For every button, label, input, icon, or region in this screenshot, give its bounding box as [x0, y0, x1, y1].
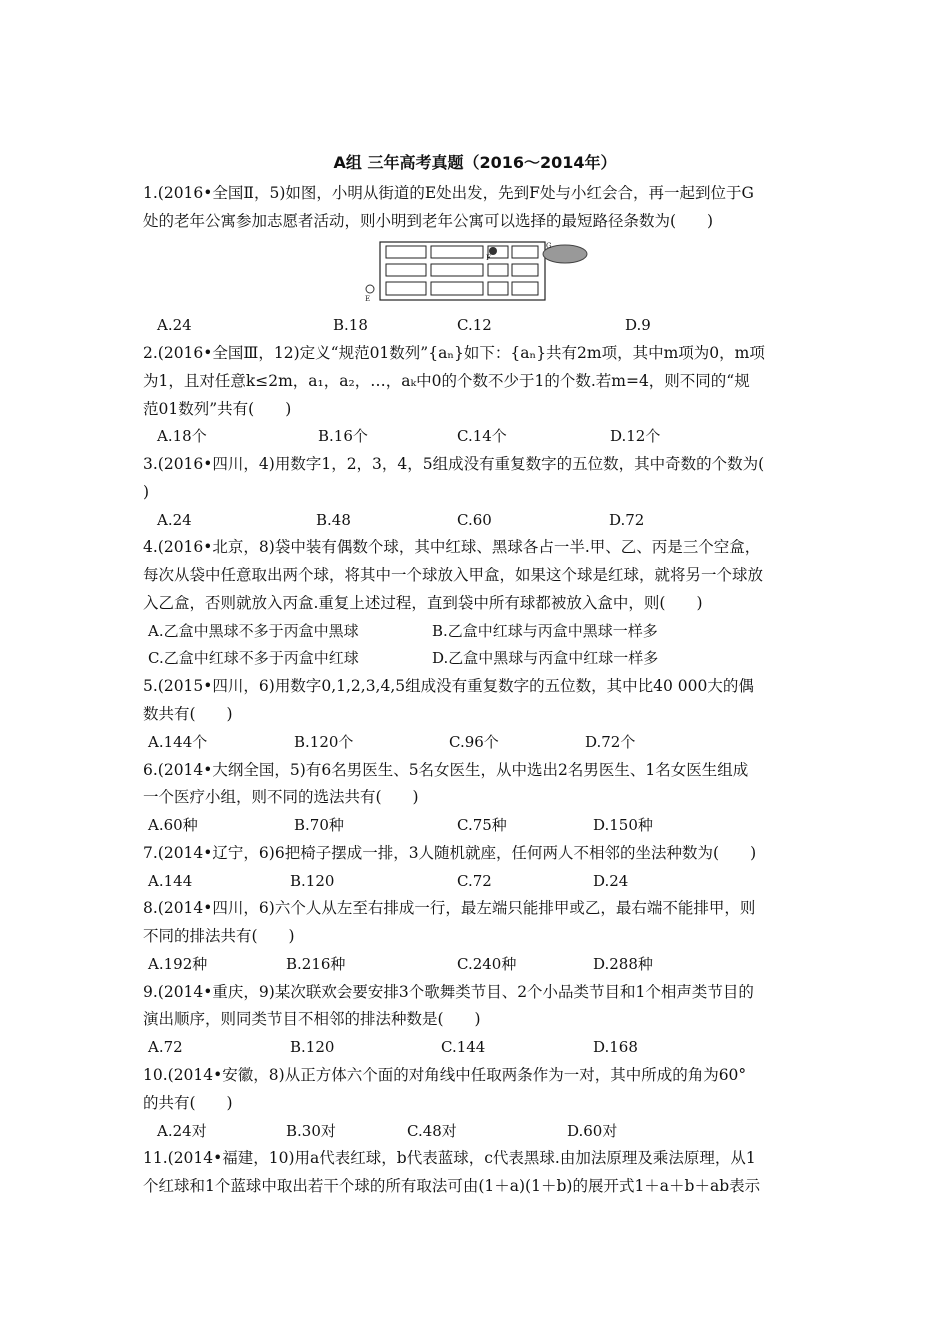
- label-e: E: [365, 295, 371, 302]
- q1-option-c: C.12: [457, 316, 492, 334]
- q4-option-c: C.乙盒中红球不多于丙盒中红球: [148, 649, 359, 667]
- q4-line-2: 每次从袋中任意取出两个球，将其中一个球放入甲盒，如果这个球是红球，就将另一个球放: [143, 566, 764, 584]
- q10-option-c: C.48对: [407, 1122, 457, 1140]
- q6-option-a: A.60种: [148, 816, 198, 834]
- q3-option-c: C.60: [457, 511, 492, 529]
- q10-option-d: D.60对: [567, 1122, 618, 1140]
- q4-line-1: 4.(2016•北京，8)袋中装有偶数个球，其中红球、黑球各占一半.甲、乙、丙是三个空盒，: [143, 538, 761, 556]
- q2-line-2: 为1，且对任意k≤2m，a₁，a₂，…，aₖ中0的个数不少于1的个数.若m=4，则不同的“规: [143, 372, 750, 390]
- q8-option-c: C.240种: [457, 955, 517, 973]
- q6-line-1: 6.(2014•大纲全国，5)有6名男医生、5名女医生，从中选出2名男医生、1名女医生组成: [143, 761, 749, 779]
- q9-option-d: D.168: [593, 1038, 638, 1056]
- q1-line-2: 处的老年公寓参加志愿者活动，则小明到老年公寓可以选择的最短路径条数为( ): [143, 212, 714, 230]
- q1-option-d: D.9: [625, 316, 651, 334]
- q8-option-d: D.288种: [593, 955, 653, 973]
- q1-option-a: A.24: [157, 316, 192, 334]
- person-e-icon: [366, 285, 374, 293]
- q10-line-2: 的共有( ): [143, 1094, 233, 1112]
- q5-option-b: B.120个: [294, 733, 354, 751]
- q11-line-1: 11.(2014•福建，10)用a代表红球，b代表蓝球，c代表黑球.由加法原理及乘法原理，从1: [143, 1149, 756, 1167]
- q4-line-3: 入乙盒，否则就放入丙盒.重复上述过程，直到袋中所有球都被放入盒中，则( ): [143, 594, 703, 612]
- q2-option-a: A.18个: [157, 427, 207, 445]
- label-f: F: [486, 254, 491, 262]
- q9-line-2: 演出顺序，则同类节目不相邻的排法种数是( ): [143, 1010, 481, 1028]
- q8-line-2: 不同的排法共有( ): [143, 927, 295, 945]
- q7-option-a: A.144: [148, 872, 193, 890]
- q8-option-a: A.192种: [148, 955, 208, 973]
- q6-line-2: 一个医疗小组，则不同的选法共有( ): [143, 788, 419, 806]
- q5-option-a: A.144个: [148, 733, 208, 751]
- q7-line-1: 7.(2014•辽宁，6)6把椅子摆成一排，3人随机就座，任何两人不相邻的坐法种数为( ): [143, 844, 757, 862]
- q4-option-d: D.乙盒中黑球与丙盒中红球一样多: [432, 649, 659, 667]
- q3-option-d: D.72: [609, 511, 645, 529]
- q3-line-2: ): [143, 483, 150, 501]
- q7-option-c: C.72: [457, 872, 492, 890]
- q5-line-2: 数共有( ): [143, 705, 233, 723]
- q3-option-b: B.48: [316, 511, 351, 529]
- q9-option-c: C.144: [441, 1038, 486, 1056]
- q9-option-b: B.120: [290, 1038, 335, 1056]
- q2-option-d: D.12个: [610, 427, 661, 445]
- street-map-figure: [360, 240, 590, 302]
- q5-option-d: D.72个: [585, 733, 636, 751]
- q9-option-a: A.72: [148, 1038, 183, 1056]
- q9-line-1: 9.(2014•重庆，9)某次联欢会要安排3个歌舞类节目、2个小品类节目和1个相声类节目的: [143, 983, 754, 1001]
- q2-line-3: 范01数列”共有( ): [143, 400, 292, 418]
- q8-line-1: 8.(2014•四川，6)六个人从左至右排成一行，最左端只能排甲或乙，最右端不能排甲，则: [143, 899, 756, 917]
- q4-option-b: B.乙盒中红球与丙盒中黑球一样多: [432, 622, 658, 640]
- q11-line-2: 个红球和1个蓝球中取出若干个球的所有取法可由(1＋a)(1＋b)的展开式1＋a＋b＋ab表示: [143, 1177, 761, 1195]
- q6-option-d: D.150种: [593, 816, 653, 834]
- q6-option-c: C.75种: [457, 816, 507, 834]
- q5-line-1: 5.(2015•四川，6)用数字0,1,2,3,4,5组成没有重复数字的五位数，其中比40 000大的偶: [143, 677, 754, 695]
- q2-option-c: C.14个: [457, 427, 507, 445]
- q10-option-a: A.24对: [157, 1122, 207, 1140]
- q6-option-b: B.70种: [294, 816, 344, 834]
- q3-line-1: 3.(2016•四川，4)用数字1，2，3，4，5组成没有重复数字的五位数，其中奇数的个数为(: [143, 455, 765, 473]
- q1-line-1: 1.(2016•全国Ⅱ，5)如图，小明从街道的E处出发，先到F处与小红会合，再一起到位于G: [143, 184, 754, 202]
- q1-option-b: B.18: [333, 316, 368, 334]
- q8-option-b: B.216种: [286, 955, 346, 973]
- label-g: G: [546, 242, 552, 250]
- q7-option-d: D.24: [593, 872, 629, 890]
- q10-line-1: 10.(2014•安徽，8)从正方体六个面的对角线中任取两条作为一对，其中所成的角为60°: [143, 1066, 747, 1084]
- section-title: A组 三年高考真题（2016～2014年）: [333, 153, 617, 172]
- q7-option-b: B.120: [290, 872, 335, 890]
- q3-option-a: A.24: [157, 511, 192, 529]
- q4-option-a: A.乙盒中黑球不多于丙盒中黑球: [148, 622, 359, 640]
- q2-line-1: 2.(2016•全国Ⅲ，12)定义“规范01数列”{aₙ}如下：{aₙ}共有2m项，其中m项为0，m项: [143, 344, 765, 362]
- q10-option-b: B.30对: [286, 1122, 336, 1140]
- q5-option-c: C.96个: [449, 733, 499, 751]
- q2-option-b: B.16个: [318, 427, 368, 445]
